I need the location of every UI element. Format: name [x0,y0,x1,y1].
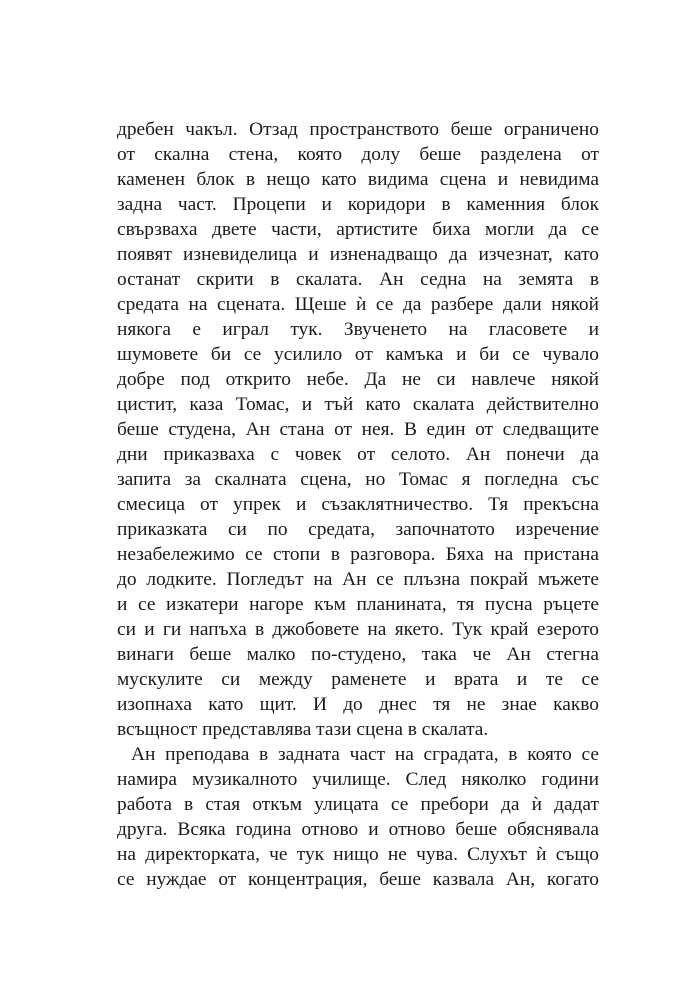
text-line: появят изневиделица и изненадващо да изчезнат, като [117,244,599,265]
text-line: се нуждае от концентрация, беше казвала Ан, когато [117,869,599,890]
text-line: незабележимо се стопи в разговора. Бяха на пристана [117,544,599,565]
text-line: дни приказваха с човек от селото. Ан понечи да [117,444,599,465]
text-line: останат скрити в скалата. Ан седна на земята в [117,269,599,290]
text-line: запита за скалната сцена, но Томас я погледна със [117,469,599,490]
text-line: Ан преподава в задната част на сградата, в която се [131,744,599,765]
text-line: каменен блок в нещо като видима сцена и невидима [117,169,599,190]
text-line: намира музикалното училище. След няколко години [117,769,599,790]
text-line: изопнаха като щит. И до днес тя не знае какво [117,694,599,715]
text-line: свързваха двете части, артистите биха могли да се [117,219,599,240]
text-line: приказката си по средата, започнатото изречение [117,519,599,540]
text-line: до лодките. Погледът на Ан се плъзна покрай мъжете [117,569,599,590]
text-line: на директорката, че тук нищо не чува. Слухът ѝ също [117,844,599,865]
text-line: някога е играл тук. Звученето на гласовете и [117,319,599,340]
text-line: от скална стена, която долу беше разделена от [117,144,599,165]
text-line: смесица от упрек и съзаклятничество. Тя прекъсна [117,494,599,515]
text-line: дребен чакъл. Отзад пространството беше ограничено [117,119,599,140]
text-line: друга. Всяка година отново и отново беше обяснявала [117,819,599,840]
text-line: задна част. Процепи и коридори в каменния блок [117,194,599,215]
text-line: мускулите си между раменете и врата и те се [117,669,599,690]
text-line: и се изкатери нагоре към планината, тя пусна ръцете [117,594,599,615]
text-line: добре под открито небе. Да не си навлече някой [117,369,599,390]
text-line: шумовете би се усилило от камъка и би се чувало [117,344,599,365]
text-line: си и ги напъха в джобовете на якето. Тук край езерото [117,619,599,640]
text-line: цистит, каза Томас, и тъй като скалата действително [117,394,599,415]
text-line: беше студена, Ан стана от нея. В един от следващите [117,419,599,440]
text-line: всъщност представлява тази сцена в скалата. [117,719,489,740]
paragraph-2 [117,742,599,892]
text-line: средата на сцената. Щеше ѝ се да разбере дали някой [117,294,599,315]
text-line: работа в стая откъм улицата се пребори да ѝ дадат [117,794,599,815]
text-line: винаги беше малко по-студено, така че Ан стегна [117,644,599,665]
body-text [117,117,599,892]
paragraph-1 [117,117,599,742]
